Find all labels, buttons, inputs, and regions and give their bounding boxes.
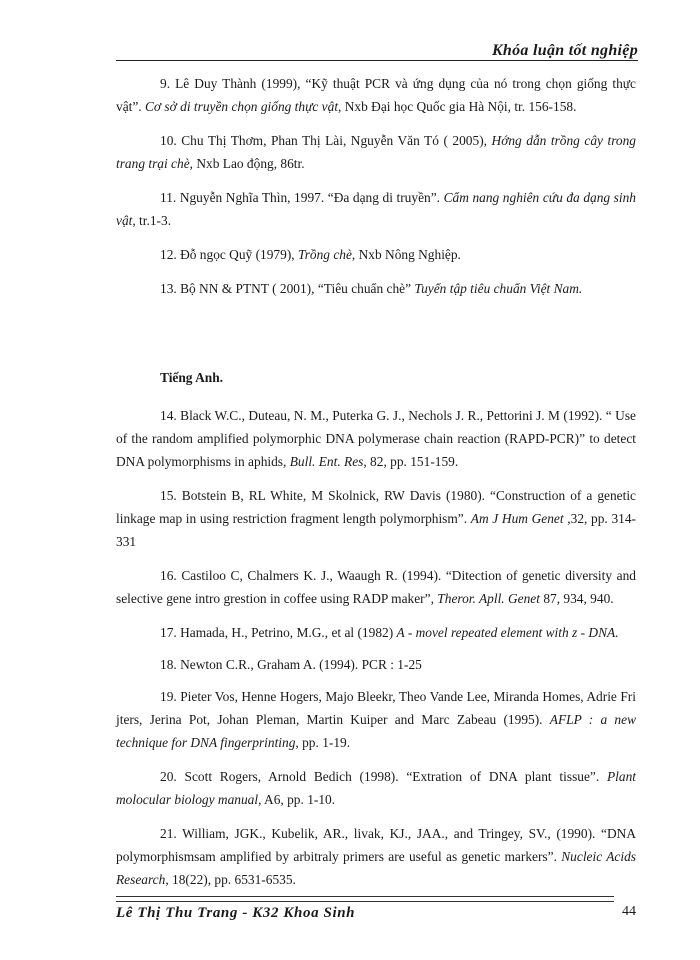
reference-text: , pp. 1-19. [295,735,351,750]
reference-item [116,564,636,610]
header-title: Khóa luận tốt nghiệp [491,42,638,59]
reference-text: 12. Đỗ ngọc Quỹ (1979), [160,247,298,262]
reference-item [116,129,636,175]
reference-text: ,32, pp. 314-331 [116,511,636,549]
section-title-english: Tiếng Anh. [160,370,224,385]
page-number: 44 [622,904,636,919]
reference-source: Bull. Ent. Res [289,454,364,469]
reference-source: Cơ sở di truyền chọn giống thực vật [145,99,339,114]
reference-text: 9. Lê Duy Thành (1999), “Kỹ thuật PCR và ứng dụng của nó trong chọn giống thực vật”. [116,76,636,114]
reference-item [116,186,636,232]
reference-source: Cẩm nang nghiên cứu đa dạng sinh vật [116,190,636,228]
reference-item [116,653,636,676]
reference-text: , tr.1-3. [132,213,172,228]
reference-text: 18. Newton C.R., Graham A. (1994). PCR : 1-25 [160,657,422,672]
reference-source: Plant molocular biology manual [116,769,636,807]
reference-text: 87, 934, 940. [539,591,614,606]
reference-source: A - movel repeated element with z - DNA. [396,625,619,640]
reference-source: Trồng chè [297,247,352,262]
reference-source: Nucleic Acids Research [116,849,636,887]
reference-text: 10. Chu Thị Thơm, Phan Thị Lài, Nguyễn Văn Tó ( 2005), [160,133,492,148]
reference-source: Am J Hum Genet [470,511,564,526]
reference-item [116,277,636,300]
reference-text: 19. Pieter Vos, Henne Hogers, Majo Bleekr, Theo Vande Lee, Miranda Homes, Adrie Fri jters, Jerina Pot, Johan Pleman, Martin Kuiper and Marc Zabeau (1995). [116,689,636,727]
reference-item [116,621,636,644]
reference-text: 13. Bộ NN & PTNT ( 2001), “Tiêu chuẩn chè” [160,281,415,296]
reference-text: 17. Hamada, H., Petrino, M.G., et al (1982) [160,625,397,640]
reference-item [116,243,636,266]
reference-text: 21. William, JGK., Kubelik, AR., livak, KJ., JAA., and Tringey, SV., (1990). “DNA polymorphismsam amplified by arbitraly primers are useful as genetic markers”. [116,826,636,864]
reference-item [116,685,636,754]
footer-author: Lê Thị Thu Trang - K32 Khoa Sinh [116,905,356,921]
reference-text: , Nxb Nông Nghiệp. [351,247,461,262]
reference-text: , Nxb Lao động, 86tr. [189,156,305,171]
reference-source: Theror. Apll. Genet [437,591,540,606]
header-rule [116,60,638,61]
reference-item [116,484,636,553]
footer-rule [116,896,614,902]
reference-item [116,404,636,473]
reference-text: 14. Black W.C., Duteau, N. M., Puterka G. J., Nechols J. R., Pettorini J. M (1992). “ Use of the random amplified polymorphic DNA polymerase chain reaction (RAPD-PCR)” to detect DNA polymorphisms in aphids, [116,408,636,469]
reference-source: Hớng dẫn trồng cây trong trang trại chè [116,133,636,171]
reference-text: , A6, pp. 1-10. [258,792,336,807]
reference-item [116,72,636,118]
reference-text: 15. Botstein B, RL White, M Skolnick, RW Davis (1980). “Construction of a genetic linkage map in using restriction fragment length polymorphism”. [116,488,636,526]
reference-text: , 18(22), pp. 6531-6535. [165,872,296,887]
reference-text: 16. Castiloo C, Chalmers K. J., Waaugh R. (1994). “Ditection of genetic diversity and selective gene intro grestion in coffee using RADP maker”, [116,568,636,606]
reference-source: AFLP : a new technique for DNA fingerprinting [116,712,637,750]
reference-text: 11. Nguyễn Nghĩa Thìn, 1997. “Đa dạng di truyền”. [160,190,444,205]
reference-item [116,822,636,891]
reference-item [116,765,636,811]
reference-source: Tuyển tập tiêu chuẩn Việt Nam. [414,281,583,296]
references-body [116,72,636,902]
reference-text: , 82, pp. 151-159. [363,454,459,469]
reference-text: , Nxb Đại học Quốc gia Hà Nội, tr. 156-158. [338,99,577,114]
reference-text: 20. Scott Rogers, Arnold Bedich (1998). “Extration of DNA plant tissue”. [160,769,607,784]
